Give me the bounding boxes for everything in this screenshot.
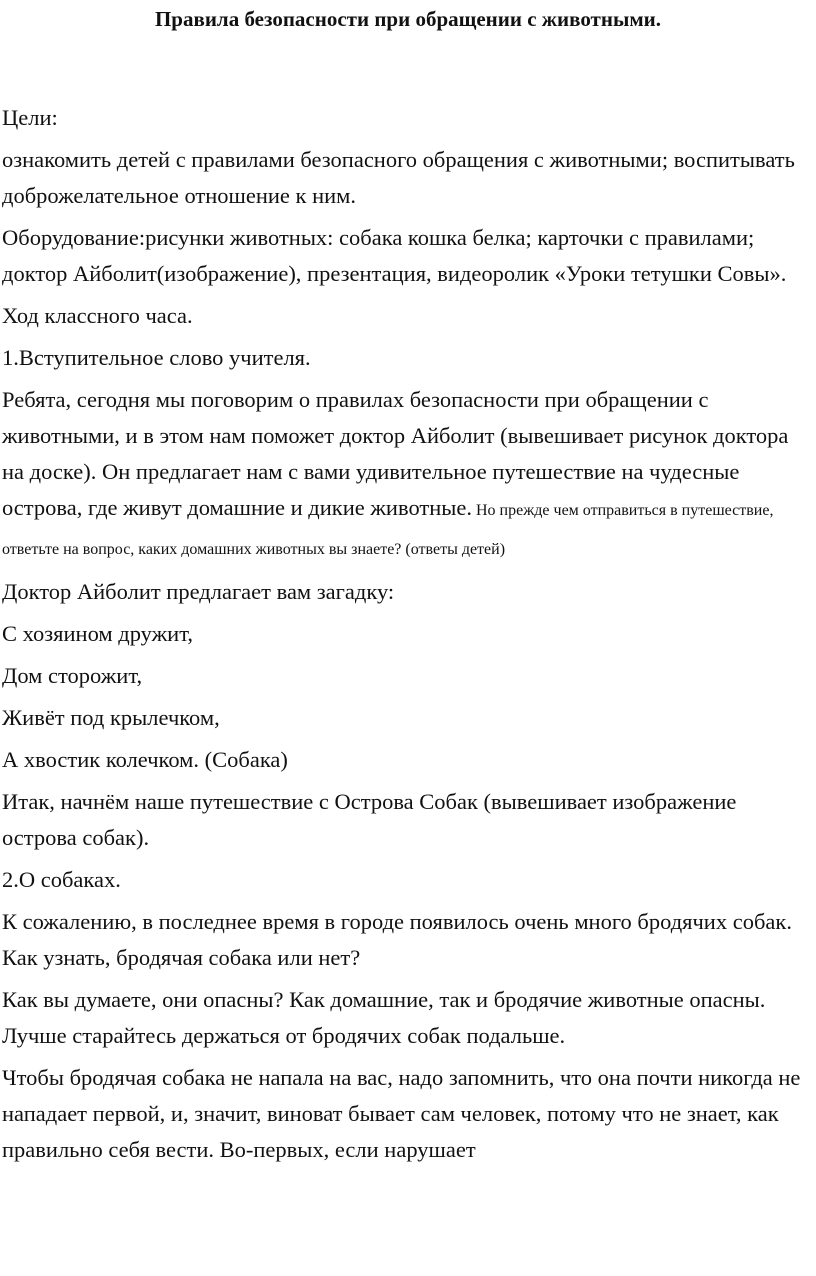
dogs-paragraph-3: Чтобы бродячая собака не напала на вас, надо запомнить, что она почти никогда не нападает первой, и, значит, виноват бывает сам человек, потому что не знает, как правильно себя вести. Во-первых, если нарушает (2, 1065, 801, 1162)
document-body (2, 100, 814, 1174)
journey-paragraph: Итак, начнём наше путешествие с Острова Собак (вывешивает изображение острова собак). (2, 789, 737, 850)
dogs-paragraph-1: К сожалению, в последнее время в городе появилось очень много бродячих собак. Как узнать, бродячая собака или нет? (2, 909, 792, 970)
equipment-paragraph: Оборудование:рисунки животных: собака кошка белка; карточки с правилами; доктор Айболит(изображение), презентация, видеоролик «Уроки тетушки Совы». (2, 225, 787, 286)
intro-paragraph (2, 382, 814, 568)
course-heading: Ход классного часа. (2, 303, 193, 328)
document-title: Правила безопасности при обращении с животными. (154, 7, 662, 31)
intro-main-text: Ребята, сегодня мы поговорим о правилах безопасности при обращении с животными, и в этом нам поможет доктор Айболит (вывешивает рисунок доктора на доске). Он предлагает нам с вами удивительное путешествие на чудесные острова, где живут домашние и дикие животные. (2, 387, 789, 520)
riddle-intro: Доктор Айболит предлагает вам загадку: (2, 579, 395, 604)
dogs-paragraph-2: Как вы думаете, они опасны? Как домашние, так и бродячие животные опасны. Лучше старайтесь держаться от бродячих собак подальше. (2, 987, 766, 1048)
goals-label: Цели: (2, 105, 58, 130)
section-2-heading: 2.О собаках. (2, 867, 121, 892)
riddle-line: А хвостик колечком. (Собака) (2, 747, 288, 772)
riddle-line: Дом сторожит, (2, 663, 143, 688)
intro-small-text: Но прежде чем отправиться в путешествие, ответьте на вопрос, каких домашних животных вы знаете? (ответы детей) (2, 502, 774, 558)
riddle-line: Живёт под крылечком, (2, 705, 220, 730)
riddle-line: С хозяином дружит, (2, 621, 193, 646)
goals-text: ознакомить детей с правилами безопасного обращения с животными; воспитывать доброжелательное отношение к ним. (2, 147, 795, 208)
section-1-heading: 1.Вступительное слово учителя. (2, 345, 311, 370)
